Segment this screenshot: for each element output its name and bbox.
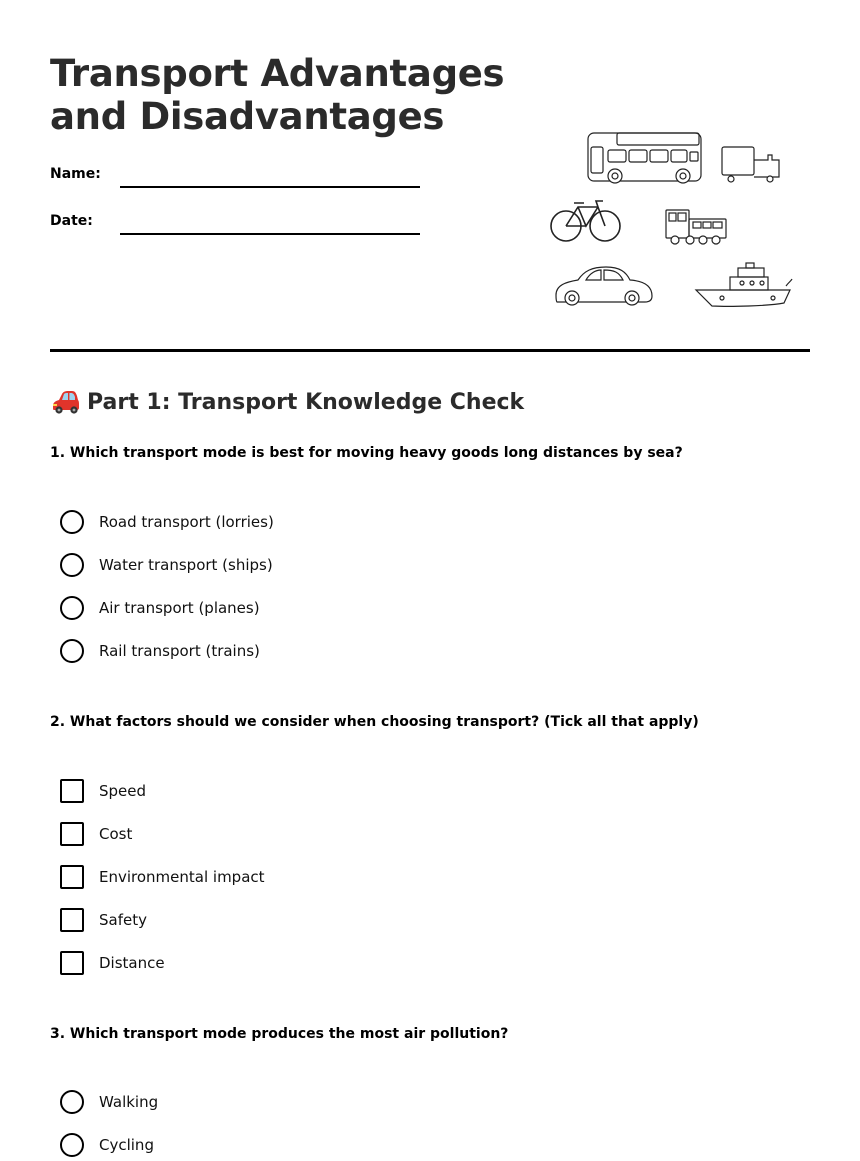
option-label: Environmental impact [99,868,265,886]
q3-option-2[interactable] [60,1133,154,1157]
name-field[interactable] [120,186,420,188]
radio-button[interactable] [60,596,84,620]
checkbox[interactable] [60,951,84,975]
title-line-1: Transport Advantages [50,52,505,95]
question-1: 1. Which transport mode is best for moving heavy goods long distances by sea? [50,445,683,461]
option-label: Cycling [99,1136,154,1154]
q1-option-2[interactable] [60,553,273,577]
question-2: 2. What factors should we consider when choosing transport? (Tick all that apply) [50,714,699,730]
q3-option-1[interactable] [60,1090,158,1114]
checkbox[interactable] [60,908,84,932]
option-label: Water transport (ships) [99,556,273,574]
name-label: Name: [50,166,101,182]
transport-illustration [540,125,810,320]
radio-button[interactable] [60,553,84,577]
option-label: Road transport (lorries) [99,513,274,531]
bus-icon [588,133,701,183]
worksheet-title [50,52,520,138]
radio-button[interactable] [60,639,84,663]
section-divider [50,349,810,352]
car-icon [556,267,652,305]
option-label: Cost [99,825,133,843]
part1-title-text: Part 1: Transport Knowledge Check [87,389,525,415]
bicycle-icon [551,201,620,241]
q1-option-3[interactable] [60,596,260,620]
radio-button[interactable] [60,1090,84,1114]
q2-option-5[interactable] [60,951,165,975]
red-car-emoji-icon [50,389,80,415]
q1-option-1[interactable] [60,510,274,534]
radio-button[interactable] [60,510,84,534]
q2-option-4[interactable] [60,908,147,932]
option-label: Speed [99,782,147,800]
checkbox[interactable] [60,822,84,846]
q2-option-3[interactable] [60,865,265,889]
q2-option-1[interactable] [60,779,146,803]
q1-option-4[interactable] [60,639,260,663]
option-label: Walking [99,1093,159,1111]
train-icon [666,210,726,244]
date-label: Date: [50,213,93,229]
boat-icon [696,263,792,306]
checkbox[interactable] [60,865,84,889]
part1-title [50,389,524,415]
question-3: 3. Which transport mode produces the most air pollution? [50,1026,509,1042]
checkbox[interactable] [60,779,84,803]
q2-option-2[interactable] [60,822,132,846]
radio-button[interactable] [60,1133,84,1157]
title-line-2: and Disadvantages [50,95,445,138]
option-label: Rail transport (trains) [99,642,260,660]
lorry-icon [722,147,779,182]
option-label: Distance [99,954,165,972]
option-label: Air transport (planes) [99,599,260,617]
date-field[interactable] [120,233,420,235]
option-label: Safety [99,911,147,929]
